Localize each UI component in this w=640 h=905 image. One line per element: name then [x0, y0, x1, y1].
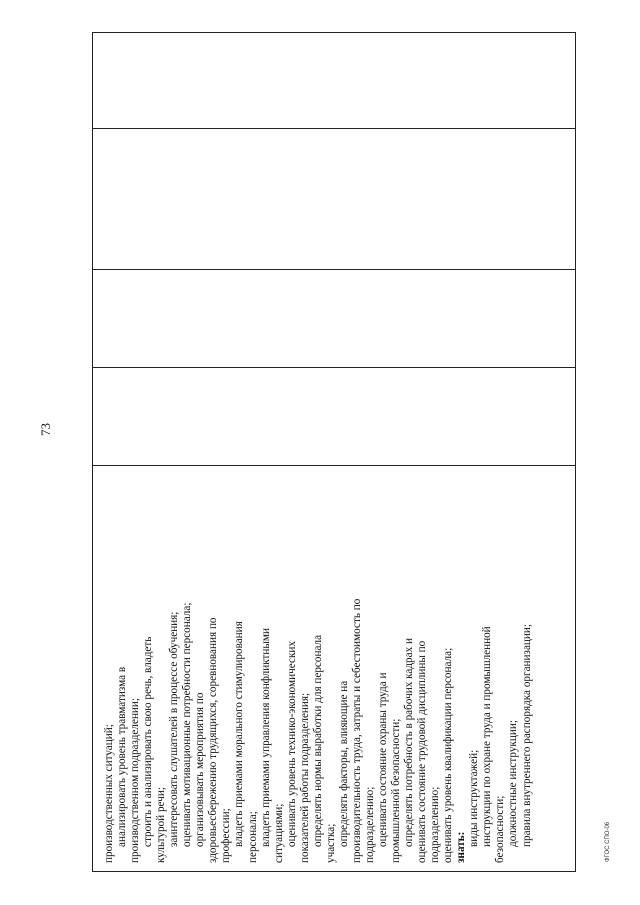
- text-line: производственных ситуаций;: [103, 724, 115, 863]
- text-line: оценивать мотивационные потребности персонала;: [181, 602, 194, 847]
- text-line: оценивать уровень квалификации персонала;: [442, 647, 455, 863]
- text-line: правила внутреннего распорядка организации;: [520, 624, 533, 847]
- text-line: культурой речи;: [155, 787, 168, 863]
- competency-text: [103, 472, 571, 863]
- empty-cell-4: [93, 128, 575, 269]
- text-line: оценивать состояние охраны труда и: [376, 672, 389, 847]
- text-line: инструкции по охране труда и промышленной: [481, 626, 494, 847]
- text-line: определять потребность в рабочих кадрах и: [403, 638, 416, 847]
- text-line: показателей работы подразделения;: [298, 692, 311, 863]
- text-line: оценивать состояние трудовой дисциплины по: [416, 640, 429, 863]
- empty-cell-2: [93, 367, 575, 465]
- page-number: 73: [38, 423, 53, 436]
- text-line: виды инструктажей;: [468, 749, 481, 847]
- rotated-page: [92, 32, 576, 872]
- text-line: определять нормы выработки для персонала: [311, 634, 324, 847]
- text-line: промышленной безопасности;: [390, 718, 403, 863]
- competency-text-cell: [93, 465, 575, 871]
- text-line: владеть приемами морального стимулирования: [233, 621, 246, 847]
- text-line: должностные инструкции;: [507, 720, 520, 847]
- text-line: участка;: [324, 823, 337, 863]
- text-line: ситуациями;: [272, 803, 285, 863]
- text-line: оценивать уровень технико-экономических: [285, 641, 298, 847]
- text-line: заинтересовать слушателей в процессе обучения;: [168, 611, 181, 847]
- text-line: безопасности;: [494, 795, 507, 863]
- text-line: строить и анализировать свою речь, владеть: [142, 636, 155, 847]
- text-line: определять факторы, влияющие на: [337, 680, 350, 847]
- text-line: знать:: [455, 831, 468, 863]
- text-line: персонала;: [246, 811, 259, 863]
- empty-cell-5: [93, 31, 575, 128]
- competency-table: [92, 32, 576, 872]
- text-line: подразделению;: [429, 786, 442, 863]
- text-line: профессии;: [220, 808, 233, 863]
- text-line: производительность труда, затраты и себестоимость по: [350, 598, 363, 863]
- text-line: владеть приемами управления конфликтными: [259, 628, 272, 847]
- empty-cell-3: [93, 269, 575, 367]
- text-line: производственном подразделении;: [129, 697, 142, 863]
- footer-code: ФГОС СПО-06: [605, 821, 611, 862]
- text-line: здоровьесбережению трудящихся, соревнования по: [207, 617, 220, 863]
- text-line: подразделению;: [363, 786, 376, 863]
- text-line: анализировать уровень травматизма в: [116, 666, 129, 847]
- text-line: организовывать мероприятия по: [194, 692, 207, 847]
